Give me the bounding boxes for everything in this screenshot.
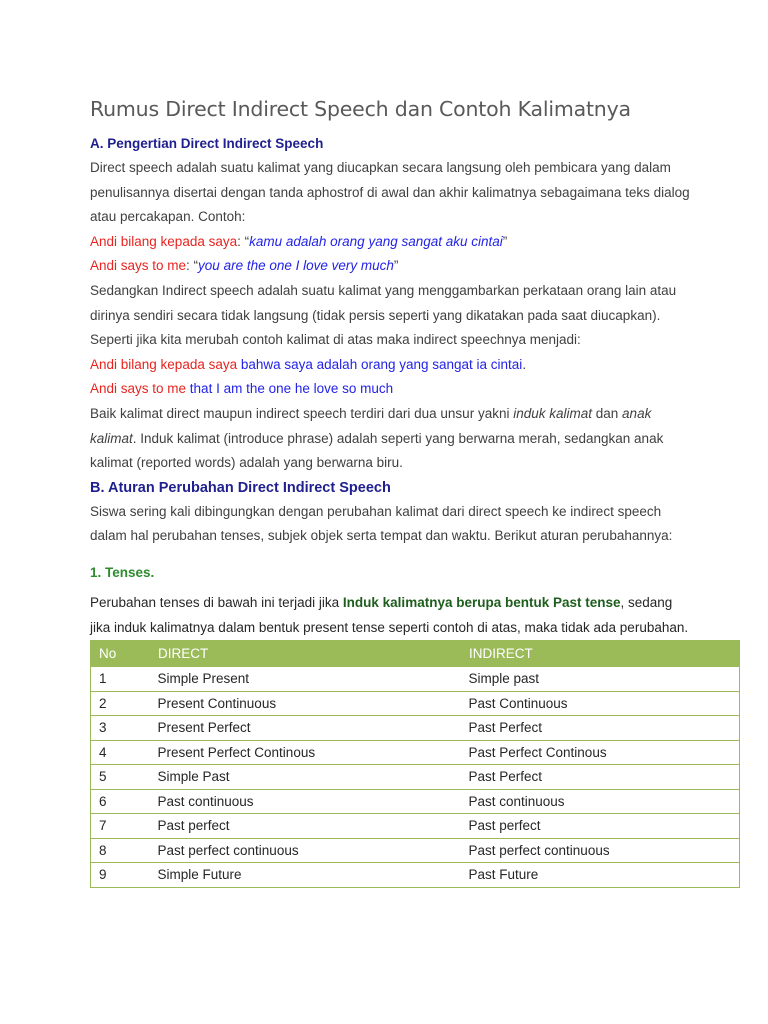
section-a-paragraph-1: Direct speech adalah suatu kalimat yang diucapkan secara langsung oleh pembicara yang dalam penulisannya disertai dengan tanda aphostrof di awal dan akhir kalimatnya sebagaimana teks dialog atau percakapan. Contoh:: [90, 160, 690, 225]
cell-no: 4: [91, 740, 150, 765]
table-row: [91, 814, 740, 839]
table-row: [91, 691, 740, 716]
cell-direct: Past continuous: [150, 789, 461, 814]
table-row: [91, 667, 740, 692]
anak-kalimat: bahwa saya adalah orang yang sangat ia cintai: [237, 356, 523, 372]
cell-indirect: Past Perfect Continous: [461, 740, 740, 765]
cell-indirect: Past perfect continuous: [461, 838, 740, 863]
cell-direct: Simple Future: [150, 863, 461, 888]
subsection-tenses-heading: 1. Tenses.: [90, 564, 155, 580]
cell-direct: Simple Present: [150, 667, 461, 692]
cell-no: 9: [91, 863, 150, 888]
example-indirect-1: [90, 353, 690, 378]
cell-indirect: Past Continuous: [461, 691, 740, 716]
emphasis-past-tense: Induk kalimatnya berupa bentuk Past tense: [342, 594, 621, 610]
cell-direct: Past perfect continuous: [150, 838, 461, 863]
cell-no: 3: [91, 716, 150, 741]
table-header-row: [91, 641, 740, 667]
cell-direct: Past perfect: [150, 814, 461, 839]
page-title: Rumus Direct Indirect Speech dan Contoh Kalimatnya: [90, 97, 631, 121]
example-direct-2: [90, 254, 690, 279]
section-b-heading: B. Aturan Perubahan Direct Indirect Speech: [90, 479, 391, 496]
anak-kalimat: you are the one I love very much: [198, 258, 394, 274]
example-indirect-2: [90, 377, 690, 402]
text-run: Perubahan tenses di bawah ini terjadi jika: [90, 594, 343, 610]
text-run: , sedang jika induk kalimatnya dalam bentuk present tense seperti contoh di atas, maka tidak ada perubahan.: [90, 594, 689, 635]
anak-kalimat: kamu adalah orang yang sangat aku cintai: [249, 233, 503, 249]
header-indirect: INDIRECT: [461, 641, 740, 667]
cell-no: 2: [91, 691, 150, 716]
section-b-paragraph-2: [90, 591, 690, 640]
term-induk-kalimat: induk kalimat: [513, 405, 593, 421]
cell-indirect: Past Future: [461, 863, 740, 888]
cell-direct: Simple Past: [150, 765, 461, 790]
table-row: [91, 863, 740, 888]
section-b-paragraph-1: Siswa sering kali dibingungkan dengan perubahan kalimat dari direct speech ke indirect speech dalam hal perubahan tenses, subjek objek serta tempat dan waktu. Berikut aturan perubahannya:: [90, 503, 673, 544]
section-a-paragraph-3: [90, 402, 690, 476]
table-row: [91, 740, 740, 765]
induk-kalimat: Andi bilang kepada saya: [90, 356, 238, 372]
cell-no: 5: [91, 765, 150, 790]
quote-open: : “: [237, 233, 250, 249]
cell-direct: Present Perfect Continous: [150, 740, 461, 765]
quote-open: : “: [186, 258, 199, 274]
table-row: [91, 838, 740, 863]
cell-no: 6: [91, 789, 150, 814]
header-no: No: [91, 641, 150, 667]
induk-kalimat: Andi bilang kepada saya: [90, 233, 238, 249]
cell-no: 1: [91, 667, 150, 692]
table-row: [91, 789, 740, 814]
document-page: [90, 92, 690, 888]
cell-indirect: Past Perfect: [461, 716, 740, 741]
tenses-table: [90, 640, 740, 888]
quote-close: ”: [393, 258, 399, 274]
text-run: Baik kalimat direct maupun indirect speech terdiri dari dua unsur yakni: [90, 405, 514, 421]
anak-kalimat: that I am the one he love so much: [186, 381, 394, 397]
induk-kalimat: Andi says to me: [90, 258, 187, 274]
cell-indirect: Past continuous: [461, 789, 740, 814]
quote-close: ”: [502, 233, 508, 249]
example-direct-1: [90, 230, 690, 255]
cell-no: 7: [91, 814, 150, 839]
text-run: dan: [592, 405, 623, 421]
cell-no: 8: [91, 838, 150, 863]
header-direct: DIRECT: [150, 641, 461, 667]
table-row: [91, 716, 740, 741]
cell-indirect: Past Perfect: [461, 765, 740, 790]
section-a-heading: A. Pengertian Direct Indirect Speech: [90, 136, 324, 151]
cell-indirect: Simple past: [461, 667, 740, 692]
induk-kalimat: Andi says to me: [90, 381, 187, 397]
table-row: [91, 765, 740, 790]
cell-direct: Present Continuous: [150, 691, 461, 716]
section-a-paragraph-2: Sedangkan Indirect speech adalah suatu kalimat yang menggambarkan perkataan orang lain atau dirinya sendiri secara tidak langsung (tidak persis seperti yang dikatakan pada saat diucapkan). Seperti jika kita merubah contoh kalimat di atas maka indirect speechnya menjadi:: [90, 282, 677, 348]
cell-indirect: Past perfect: [461, 814, 740, 839]
period: .: [522, 356, 527, 372]
cell-direct: Present Perfect: [150, 716, 461, 741]
text-run: . Induk kalimat (introduce phrase) adalah seperti yang berwarna merah, sedangkan anak kalimat (reported words) adalah yang berwarna biru.: [90, 430, 664, 471]
term-anak-kalimat: anak kalimat: [90, 405, 652, 446]
